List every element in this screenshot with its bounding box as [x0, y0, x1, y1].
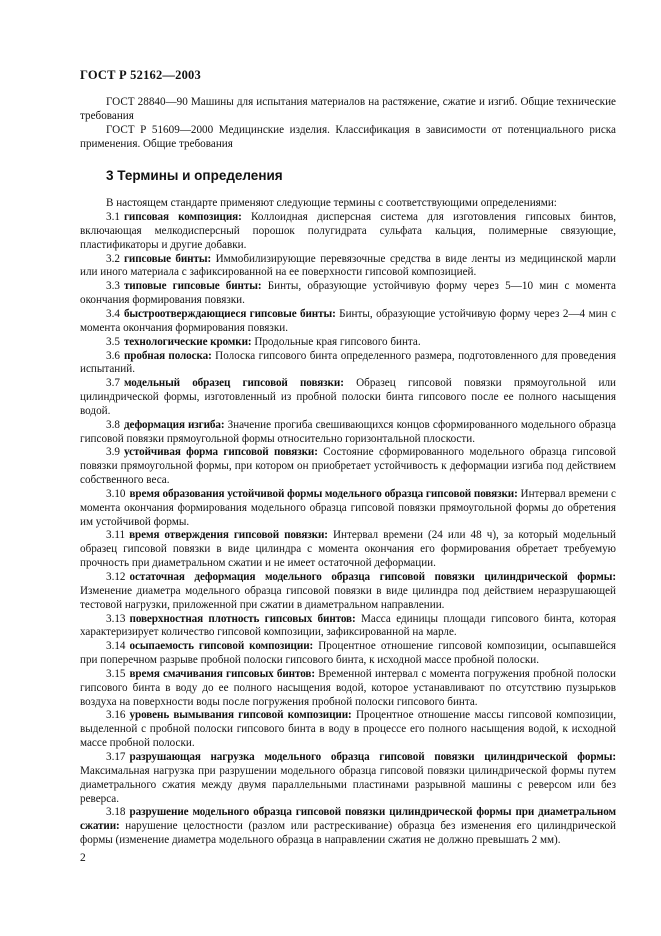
term-name: время образования устойчивой формы модельного образца гипсовой повязки: [129, 487, 518, 500]
term-name: деформация изгиба: [123, 418, 225, 431]
term-definition [80, 668, 616, 710]
document-header: ГОСТ Р 52162—2003 [80, 68, 201, 82]
term-definition [80, 350, 616, 378]
term-name: гипсовые бинты: [123, 252, 212, 265]
term-definition [80, 751, 616, 806]
term-name: пробная полоска: [123, 349, 212, 362]
term-number: 3.12 [106, 571, 126, 583]
term-name: быстроотверждающиеся гипсовые бинты: [123, 307, 336, 320]
term-number: 3.3 [106, 280, 120, 293]
term-definition [80, 709, 616, 751]
term-text: Процентное отношение гипсовой композиции, осыпавшейся при поперечном разрыве пробной полоски гипсового бинта, к исходной массе пробной полоски. [80, 640, 616, 667]
term-text: Полоска гипсового бинта определенного размера, подготовленного для проведения испытаний. [80, 349, 616, 376]
term-name: технологические кромки: [123, 335, 252, 348]
term-text: Интервал времени (24 или 48 ч), за который модельный образец гипсовой повязки в виде цилиндра с момента окончания его формирования обретает требуемую прочность при диаметральном сжатии и не имеет остаточной деформации. [80, 529, 617, 570]
term-name: устойчивая форма гипсовой повязки: [123, 446, 318, 459]
term-name: остаточная деформация модельного образца гипсовой повязки цилиндрической формы: [129, 571, 616, 583]
term-definition [80, 308, 616, 336]
term-text: Бинты, образующие устойчивую форму через 5—10 мин с момента окончания формирования повязки. [80, 280, 616, 307]
term-text: Состояние сформированного модельного образца гипсовой повязки прямоугольной формы, при котором он приобретает устойчивость к деформации изгиба под действием собственного веса. [80, 446, 617, 487]
term-text: Образец гипсовой повязки прямоугольной или цилиндрической формы, изготовленный из пробной полоски бинта гипсового после ее полного насыщения водой. [80, 377, 616, 417]
term-name: время отверждения гипсовой повязки: [129, 529, 328, 542]
term-name: время смачивания гипсовых бинтов: [129, 667, 315, 680]
section-title: 3 Термины и определения [106, 168, 283, 184]
term-text: Максимальная нагрузка при разрушении модельного образца гипсовой повязки цилиндрической формы путем диаметрального сжатия между двумя параллельными пластинами разрывной машины с реверсом или без реверса. [80, 764, 616, 805]
term-number: 3.5 [106, 335, 120, 348]
term-number: 3.15 [106, 667, 126, 680]
term-definition [80, 377, 616, 419]
term-definition [80, 280, 616, 308]
term-text: Процентное отношение массы гипсовой композиции, выделенной с пробной полоски гипсового бинта в воду в процессе его полного насыщения водой, к исходной массе пробной полоски. [80, 709, 616, 750]
term-definition [80, 613, 616, 641]
term-definition [80, 806, 616, 848]
term-text: Временной интервал с момента погружения пробной полоски гипсового бинта в воду до ее полного насыщения водой, которое устанавливают по отсутствию пузырьков воздуха на поверхности воды после погружения пробной полоски гипсового бинта. [80, 667, 616, 708]
term-definition [80, 419, 616, 447]
term-number: 3.9 [106, 446, 120, 459]
term-text: Продольные края гипсового бинта. [251, 335, 421, 348]
term-number: 3.8 [106, 418, 120, 431]
term-name: модельный образец гипсовой повязки: [123, 377, 344, 390]
term-number: 3.1 [106, 211, 120, 224]
term-definition [80, 488, 616, 530]
term-number: 3.7 [106, 377, 120, 390]
term-number: 3.6 [106, 349, 120, 362]
term-number: 3.16 [106, 709, 126, 722]
document-body [80, 96, 616, 848]
term-name: уровень вымывания гипсовой композиции: [129, 709, 352, 722]
term-text: нарушение целостности (разлом или растрескивание) образца без изменения его цилиндрической формы (изменение диаметра модельного образца в направлении сжатия не должно превышать 2 мм). [80, 820, 616, 847]
term-number: 3.18 [106, 806, 126, 819]
term-name: поверхностная плотность гипсовых бинтов: [129, 612, 356, 625]
term-text: Коллоидная дисперсная система для изготовления гипсовых бинтов, включающая мелкодисперсный порошок полугидрата сульфата кальция, полимерные связующие, пластификаторы и другие добавки. [80, 211, 616, 251]
term-definition [80, 446, 616, 488]
term-name: разрушающая нагрузка модельного образца гипсовой повязки цилиндрической формы: [129, 750, 616, 763]
section-intro: В настоящем стандарте применяют следующие термины с соответствующими определениями: [106, 197, 557, 210]
term-name: осыпаемость гипсовой композиции: [129, 640, 314, 653]
term-number: 3.17 [106, 750, 126, 763]
term-text: Изменение диаметра модельного образца гипсовой повязки в виде цилиндра под действием неразрушающей тестовой нагрузки, приложенной при сжатии в диаметральном направлении. [80, 584, 616, 611]
reference-2: ГОСТ Р 51609—2000 Медицинские изделия. Классификация в зависимости от потенциального риска применения. Общие требования [80, 123, 616, 150]
term-number: 3.4 [106, 307, 120, 320]
term-number: 3.2 [106, 252, 120, 265]
reference-1: ГОСТ 28840—90 Машины для испытания материалов на растяжение, сжатие и изгиб. Общие технические требования [80, 96, 616, 122]
term-text: Масса единицы площади гипсового бинта, которая характеризирует количество гипсовой композиции, зафиксированной на марле. [80, 612, 616, 639]
term-text: Интервал времени с момента окончания формирования модельного образца гипсовой повязки прямоугольной формы до обретения им устойчивой формы. [80, 487, 616, 528]
term-definition [80, 211, 616, 253]
term-number: 3.11 [106, 529, 126, 542]
term-name: типовые гипсовые бинты: [123, 280, 262, 293]
term-text: Значение прогиба свешивающихся концов сформированного модельного образца гипсовой повязки прямоугольной формы относительно горизонтальной плоскости. [80, 418, 616, 445]
term-definition [80, 529, 616, 571]
term-definition [80, 253, 616, 281]
term-name: гипсовая композиция: [123, 211, 242, 224]
terms-list [80, 211, 616, 848]
term-text: Бинты, образующие устойчивую форму через 2—4 мин с момента окончания формирования повязки. [80, 307, 616, 334]
term-number: 3.14 [106, 640, 126, 653]
term-text: Иммобилизирующие перевязочные средства в виде ленты из медицинской марли или иного материала с зафиксированной на ее поверхности гипсовой композицией. [80, 252, 616, 279]
term-name: разрушение модельного образца гипсовой повязки цилиндрической формы при диаметральном сжатии: [80, 806, 616, 833]
term-definition [80, 640, 616, 668]
term-definition [80, 336, 616, 350]
term-number: 3.10 [106, 487, 126, 500]
page-number: 2 [80, 852, 86, 864]
term-definition [80, 571, 616, 613]
term-number: 3.13 [106, 612, 126, 625]
